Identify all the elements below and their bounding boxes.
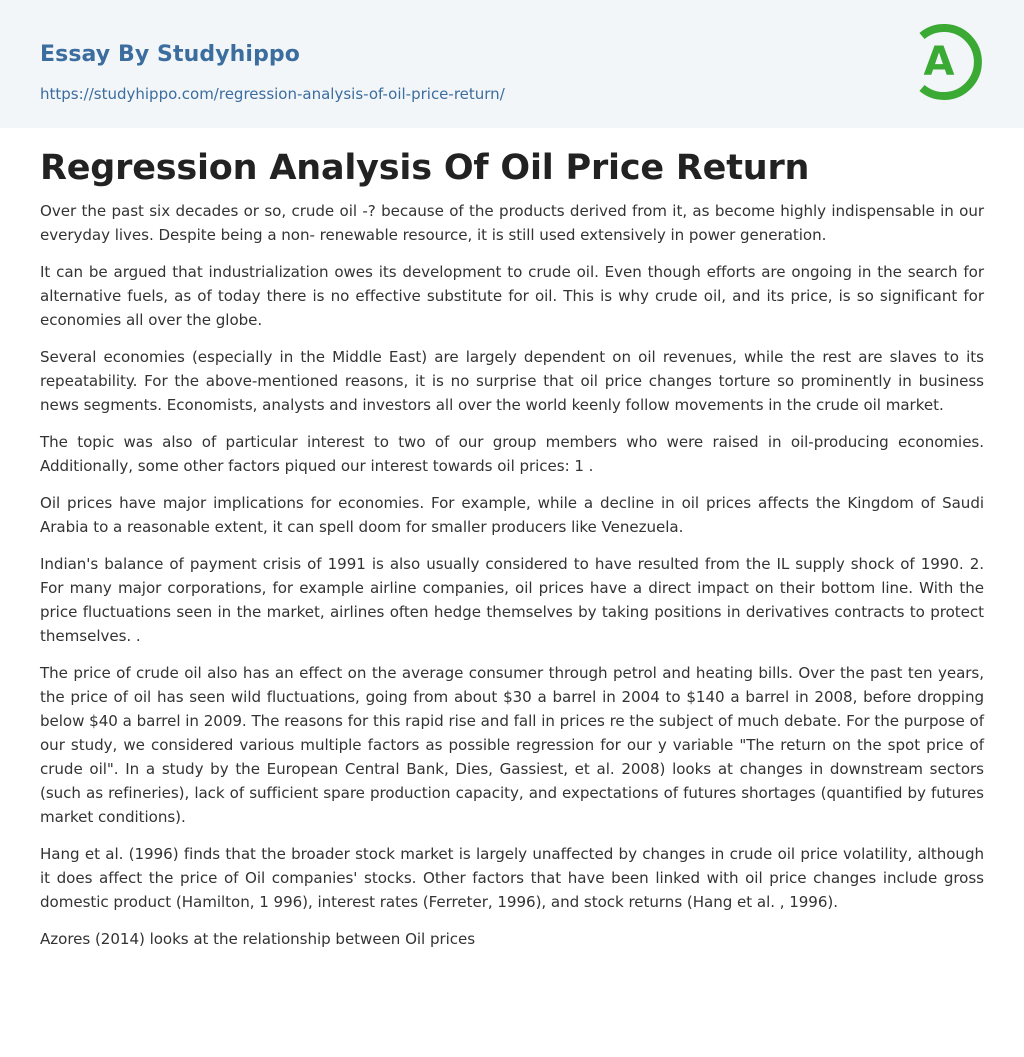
studyhippo-logo-icon[interactable] [910,18,986,106]
brand-title[interactable]: Essay By Studyhippo [40,42,300,67]
article [0,128,1024,951]
paragraph: Hang et al. (1996) finds that the broader stock market is largely unaffected by changes in crude oil price volatility, although it does affect the price of Oil companies' stocks. Other factors that have been linked with oil price changes include gross domestic product (Hamilton, 1 996), interest rates (Ferreter, 1996), and stock returns (Hang et al. , 1996). [40,845,984,911]
paragraph: Over the past six decades or so, crude oil -? because of the products derived from it, as become highly indispensable in our everyday lives. Despite being a non- renewable resource, it is still used extensively in power generation. [40,202,984,244]
paragraph: Several economies (especially in the Middle East) are largely dependent on oil revenues, while the rest are slaves to its repeatability. For the above-mentioned reasons, it is no surprise that oil price changes torture so prominently in business news segments. Economists, analysts and investors all over the world keenly follow movements in the crude oil market. [40,348,984,414]
paragraph: Azores (2014) looks at the relationship between Oil prices [40,930,476,948]
page-title: Regression Analysis Of Oil Price Return [40,148,810,188]
paragraph: The price of crude oil also has an effect on the average consumer through petrol and heating bills. Over the past ten years, the price of oil has seen wild fluctuations, going from about $30 a barrel in 2004 to $140 a barrel in 2008, before dropping below $40 a barrel in 2009. The reasons for this rapid rise and fall in prices re the subject of much debate. For the purpose of our study, we considered various multiple factors as possible regression for our y variable "The return on the spot price of crude oil". In a study by the European Central Bank, Dies, Gassiest, et al. 2008) looks at changes in downstream sectors (such as refineries), lack of sufficient spare production capacity, and expectations of futures shortages (quantified by futures market conditions). [40,664,984,826]
paragraph: Oil prices have major implications for economies. For example, while a decline in oil prices affects the Kingdom of Saudi Arabia to a reasonable extent, it can spell doom for smaller producers like Venezuela. [40,494,984,536]
paragraph: It can be argued that industrialization owes its development to crude oil. Even though efforts are ongoing in the search for alternative fuels, as of today there is no effective substitute for oil. This is why crude oil, and its price, is so significant for economies all over the globe. [40,263,984,329]
paragraph: The topic was also of particular interest to two of our group members who were raised in oil-producing economies. Additionally, some other factors piqued our interest towards oil prices: 1 . [40,433,984,475]
logo-letter: A [923,39,955,85]
paragraph: Indian's balance of payment crisis of 1991 is also usually considered to have resulted from the IL supply shock of 1990. 2. For many major corporations, for example airline companies, oil prices have a direct impact on their bottom line. With the price fluctuations seen in the market, airlines often hedge themselves by taking positions in derivatives contracts to protect themselves. . [40,555,984,645]
site-header [0,0,1024,128]
essay-url-link[interactable]: https://studyhippo.com/regression-analysis-of-oil-price-return/ [40,85,505,103]
